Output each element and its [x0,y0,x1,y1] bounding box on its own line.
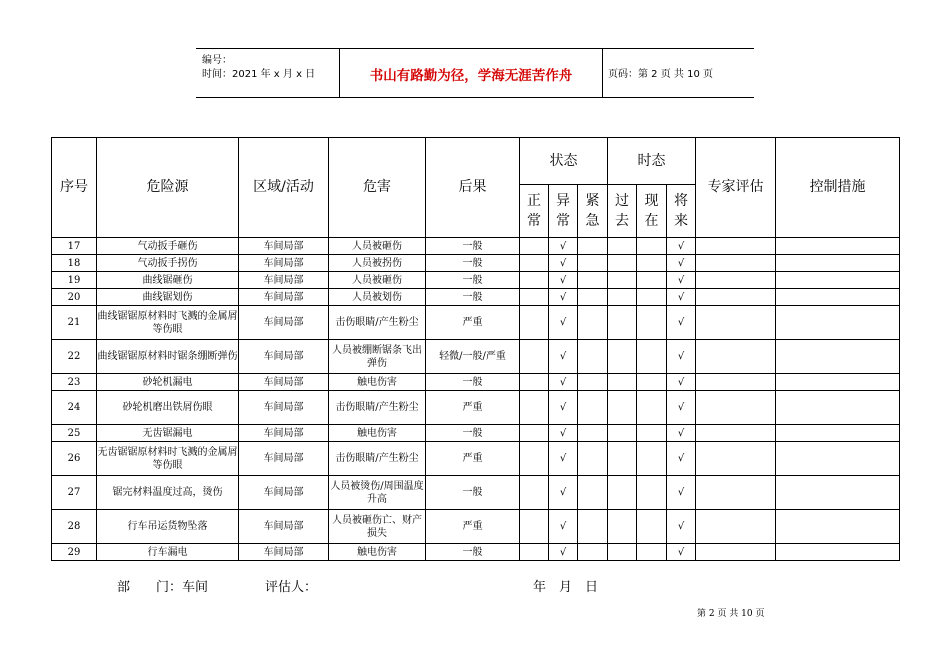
cell-future: √ [667,442,696,476]
cell-consequence: 一般 [426,289,520,306]
document-header [196,48,754,98]
cell-normal [520,544,549,561]
cell-hazard: 行车吊运货物坠落 [97,510,239,544]
cell-area: 车间局部 [239,374,329,391]
cell-control [776,425,900,442]
cell-expert [696,391,776,425]
cell-present [637,374,667,391]
table-row [52,510,900,544]
cell-consequence: 一般 [426,425,520,442]
cell-expert [696,238,776,255]
col-tense-present: 现在 [637,185,667,238]
cell-present [637,476,667,510]
cell-hazard: 行车漏电 [97,544,239,561]
cell-emergency [578,289,608,306]
cell-consequence: 严重 [426,510,520,544]
cell-future: √ [667,289,696,306]
cell-normal [520,425,549,442]
table-row [52,272,900,289]
cell-present [637,425,667,442]
cell-hazard: 曲线锯砸伤 [97,272,239,289]
cell-consequence: 一般 [426,255,520,272]
cell-harm: 击伤眼睛/产生粉尘 [329,306,426,340]
cell-expert [696,476,776,510]
cell-no: 22 [52,340,97,374]
date-label: 年 月 日 [533,580,599,595]
col-tense: 时态 [608,138,696,185]
cell-control [776,442,900,476]
table-row [52,255,900,272]
cell-expert [696,510,776,544]
cell-area: 车间局部 [239,238,329,255]
cell-area: 车间局部 [239,306,329,340]
cell-present [637,442,667,476]
motto-cell [339,49,603,97]
cell-normal [520,442,549,476]
cell-past [608,476,637,510]
cell-control [776,391,900,425]
cell-consequence: 严重 [426,442,520,476]
cell-present [637,289,667,306]
cell-no: 28 [52,510,97,544]
cell-consequence: 一般 [426,476,520,510]
cell-present [637,544,667,561]
col-expert: 专家评估 [696,138,776,238]
cell-abnormal: √ [549,289,578,306]
cell-no: 27 [52,476,97,510]
cell-hazard: 气动扳手拐伤 [97,255,239,272]
cell-past [608,238,637,255]
table-row [52,238,900,255]
cell-expert [696,255,776,272]
time-label: 时间：2021 年 x 月 x 日 [202,69,316,80]
cell-expert [696,425,776,442]
col-tense-past: 过去 [608,185,637,238]
header-row [52,138,900,185]
cell-future: √ [667,476,696,510]
cell-area: 车间局部 [239,289,329,306]
cell-normal [520,391,549,425]
cell-harm: 触电伤害 [329,544,426,561]
col-consequence: 后果 [426,138,520,238]
cell-control [776,289,900,306]
cell-normal [520,340,549,374]
cell-abnormal: √ [549,238,578,255]
cell-emergency [578,476,608,510]
cell-future: √ [667,544,696,561]
cell-no: 20 [52,289,97,306]
cell-expert [696,306,776,340]
cell-hazard: 气动扳手砸伤 [97,238,239,255]
signature-footer [0,576,950,596]
cell-abnormal: √ [549,442,578,476]
hazard-table [51,137,900,561]
table-row [52,544,900,561]
col-state-normal: 正常 [520,185,549,238]
cell-expert [696,374,776,391]
cell-abnormal: √ [549,391,578,425]
cell-future: √ [667,238,696,255]
cell-future: √ [667,306,696,340]
cell-harm: 人员被烫伤/周围温度升高 [329,476,426,510]
cell-control [776,544,900,561]
cell-expert [696,544,776,561]
cell-future: √ [667,374,696,391]
cell-normal [520,510,549,544]
cell-consequence: 严重 [426,391,520,425]
cell-hazard: 无齿锯漏电 [97,425,239,442]
cell-normal [520,289,549,306]
cell-control [776,374,900,391]
table-row [52,374,900,391]
col-state-emergency: 紧急 [578,185,608,238]
cell-harm: 击伤眼睛/产生粉尘 [329,442,426,476]
cell-present [637,255,667,272]
cell-abnormal: √ [549,374,578,391]
cell-no: 23 [52,374,97,391]
cell-normal [520,306,549,340]
cell-past [608,510,637,544]
cell-past [608,340,637,374]
cell-normal [520,476,549,510]
cell-harm: 触电伤害 [329,425,426,442]
cell-expert [696,340,776,374]
cell-harm: 触电伤害 [329,374,426,391]
cell-normal [520,374,549,391]
cell-no: 18 [52,255,97,272]
cell-present [637,510,667,544]
cell-hazard: 砂轮机磨出铁屑伤眼 [97,391,239,425]
cell-area: 车间局部 [239,340,329,374]
cell-expert [696,272,776,289]
col-tense-future: 将来 [667,185,696,238]
cell-present [637,340,667,374]
cell-no: 17 [52,238,97,255]
cell-harm: 人员被拐伤 [329,255,426,272]
col-seq: 序号 [52,138,97,238]
cell-normal [520,272,549,289]
cell-emergency [578,340,608,374]
page-label: 页码：第 2 页 共 10 页 [608,69,713,80]
cell-area: 车间局部 [239,544,329,561]
cell-control [776,510,900,544]
cell-emergency [578,510,608,544]
cell-control [776,340,900,374]
cell-control [776,306,900,340]
cell-abnormal: √ [549,544,578,561]
col-state-abnormal: 异常 [549,185,578,238]
cell-hazard: 曲线锯锯原材料时锯条绷断弹伤 [97,340,239,374]
cell-consequence: 一般 [426,238,520,255]
cell-area: 车间局部 [239,272,329,289]
table-row [52,442,900,476]
cell-hazard: 砂轮机漏电 [97,374,239,391]
cell-emergency [578,442,608,476]
cell-abnormal: √ [549,340,578,374]
cell-consequence: 一般 [426,374,520,391]
cell-no: 21 [52,306,97,340]
cell-expert [696,442,776,476]
motto-text: 书山有路勤为径，学海无涯苦作舟 [369,68,573,84]
cell-area: 车间局部 [239,391,329,425]
col-harm: 危害 [329,138,426,238]
cell-hazard: 曲线锯锯原材料时飞溅的金属屑等伤眼 [97,306,239,340]
cell-past [608,272,637,289]
cell-past [608,544,637,561]
cell-no: 19 [52,272,97,289]
cell-normal [520,238,549,255]
cell-past [608,255,637,272]
cell-consequence: 一般 [426,272,520,289]
cell-hazard: 锯完材料温度过高，烫伤 [97,476,239,510]
page-number: 第 2 页 共 10 页 [697,609,765,619]
cell-future: √ [667,510,696,544]
cell-future: √ [667,425,696,442]
cell-abnormal: √ [549,476,578,510]
cell-consequence: 轻微/一般/严重 [426,340,520,374]
cell-emergency [578,425,608,442]
col-hazard: 危险源 [97,138,239,238]
table-body [52,238,900,561]
cell-harm: 人员被砸伤 [329,238,426,255]
cell-harm: 人员被划伤 [329,289,426,306]
cell-area: 车间局部 [239,476,329,510]
cell-past [608,391,637,425]
cell-present [637,391,667,425]
col-control: 控制措施 [776,138,900,238]
table-row [52,425,900,442]
cell-no: 24 [52,391,97,425]
col-state: 状态 [520,138,608,185]
cell-no: 26 [52,442,97,476]
cell-hazard: 曲线锯划伤 [97,289,239,306]
cell-future: √ [667,340,696,374]
cell-area: 车间局部 [239,510,329,544]
table-row [52,340,900,374]
cell-future: √ [667,272,696,289]
cell-harm: 人员被砸伤 [329,272,426,289]
cell-present [637,272,667,289]
cell-abnormal: √ [549,272,578,289]
table-row [52,306,900,340]
cell-harm: 人员被砸伤亡、财产损失 [329,510,426,544]
cell-emergency [578,544,608,561]
cell-consequence: 严重 [426,306,520,340]
cell-consequence: 一般 [426,544,520,561]
cell-abnormal: √ [549,510,578,544]
cell-normal [520,255,549,272]
cell-past [608,374,637,391]
table-row [52,289,900,306]
cell-expert [696,289,776,306]
cell-future: √ [667,255,696,272]
assessor-label: 评估人： [265,580,318,595]
cell-past [608,289,637,306]
cell-emergency [578,306,608,340]
cell-emergency [578,238,608,255]
dept-label: 部 门：车间 [117,580,209,595]
table-row [52,476,900,510]
cell-emergency [578,391,608,425]
cell-harm: 人员被绷断锯条飞出弹伤 [329,340,426,374]
col-area: 区域/活动 [239,138,329,238]
cell-past [608,442,637,476]
header-meta [196,49,339,97]
table-row [52,391,900,425]
cell-no: 29 [52,544,97,561]
cell-control [776,238,900,255]
cell-area: 车间局部 [239,442,329,476]
cell-hazard: 无齿锯锯原材料时飞溅的金属屑等伤眼 [97,442,239,476]
cell-control [776,255,900,272]
cell-past [608,306,637,340]
cell-control [776,476,900,510]
cell-emergency [578,374,608,391]
cell-emergency [578,272,608,289]
cell-harm: 击伤眼睛/产生粉尘 [329,391,426,425]
cell-past [608,425,637,442]
cell-present [637,306,667,340]
cell-area: 车间局部 [239,425,329,442]
cell-emergency [578,255,608,272]
cell-area: 车间局部 [239,255,329,272]
cell-abnormal: √ [549,425,578,442]
serial-label: 编号： [202,55,232,66]
cell-abnormal: √ [549,306,578,340]
cell-control [776,272,900,289]
cell-future: √ [667,391,696,425]
cell-present [637,238,667,255]
cell-no: 25 [52,425,97,442]
cell-abnormal: √ [549,255,578,272]
